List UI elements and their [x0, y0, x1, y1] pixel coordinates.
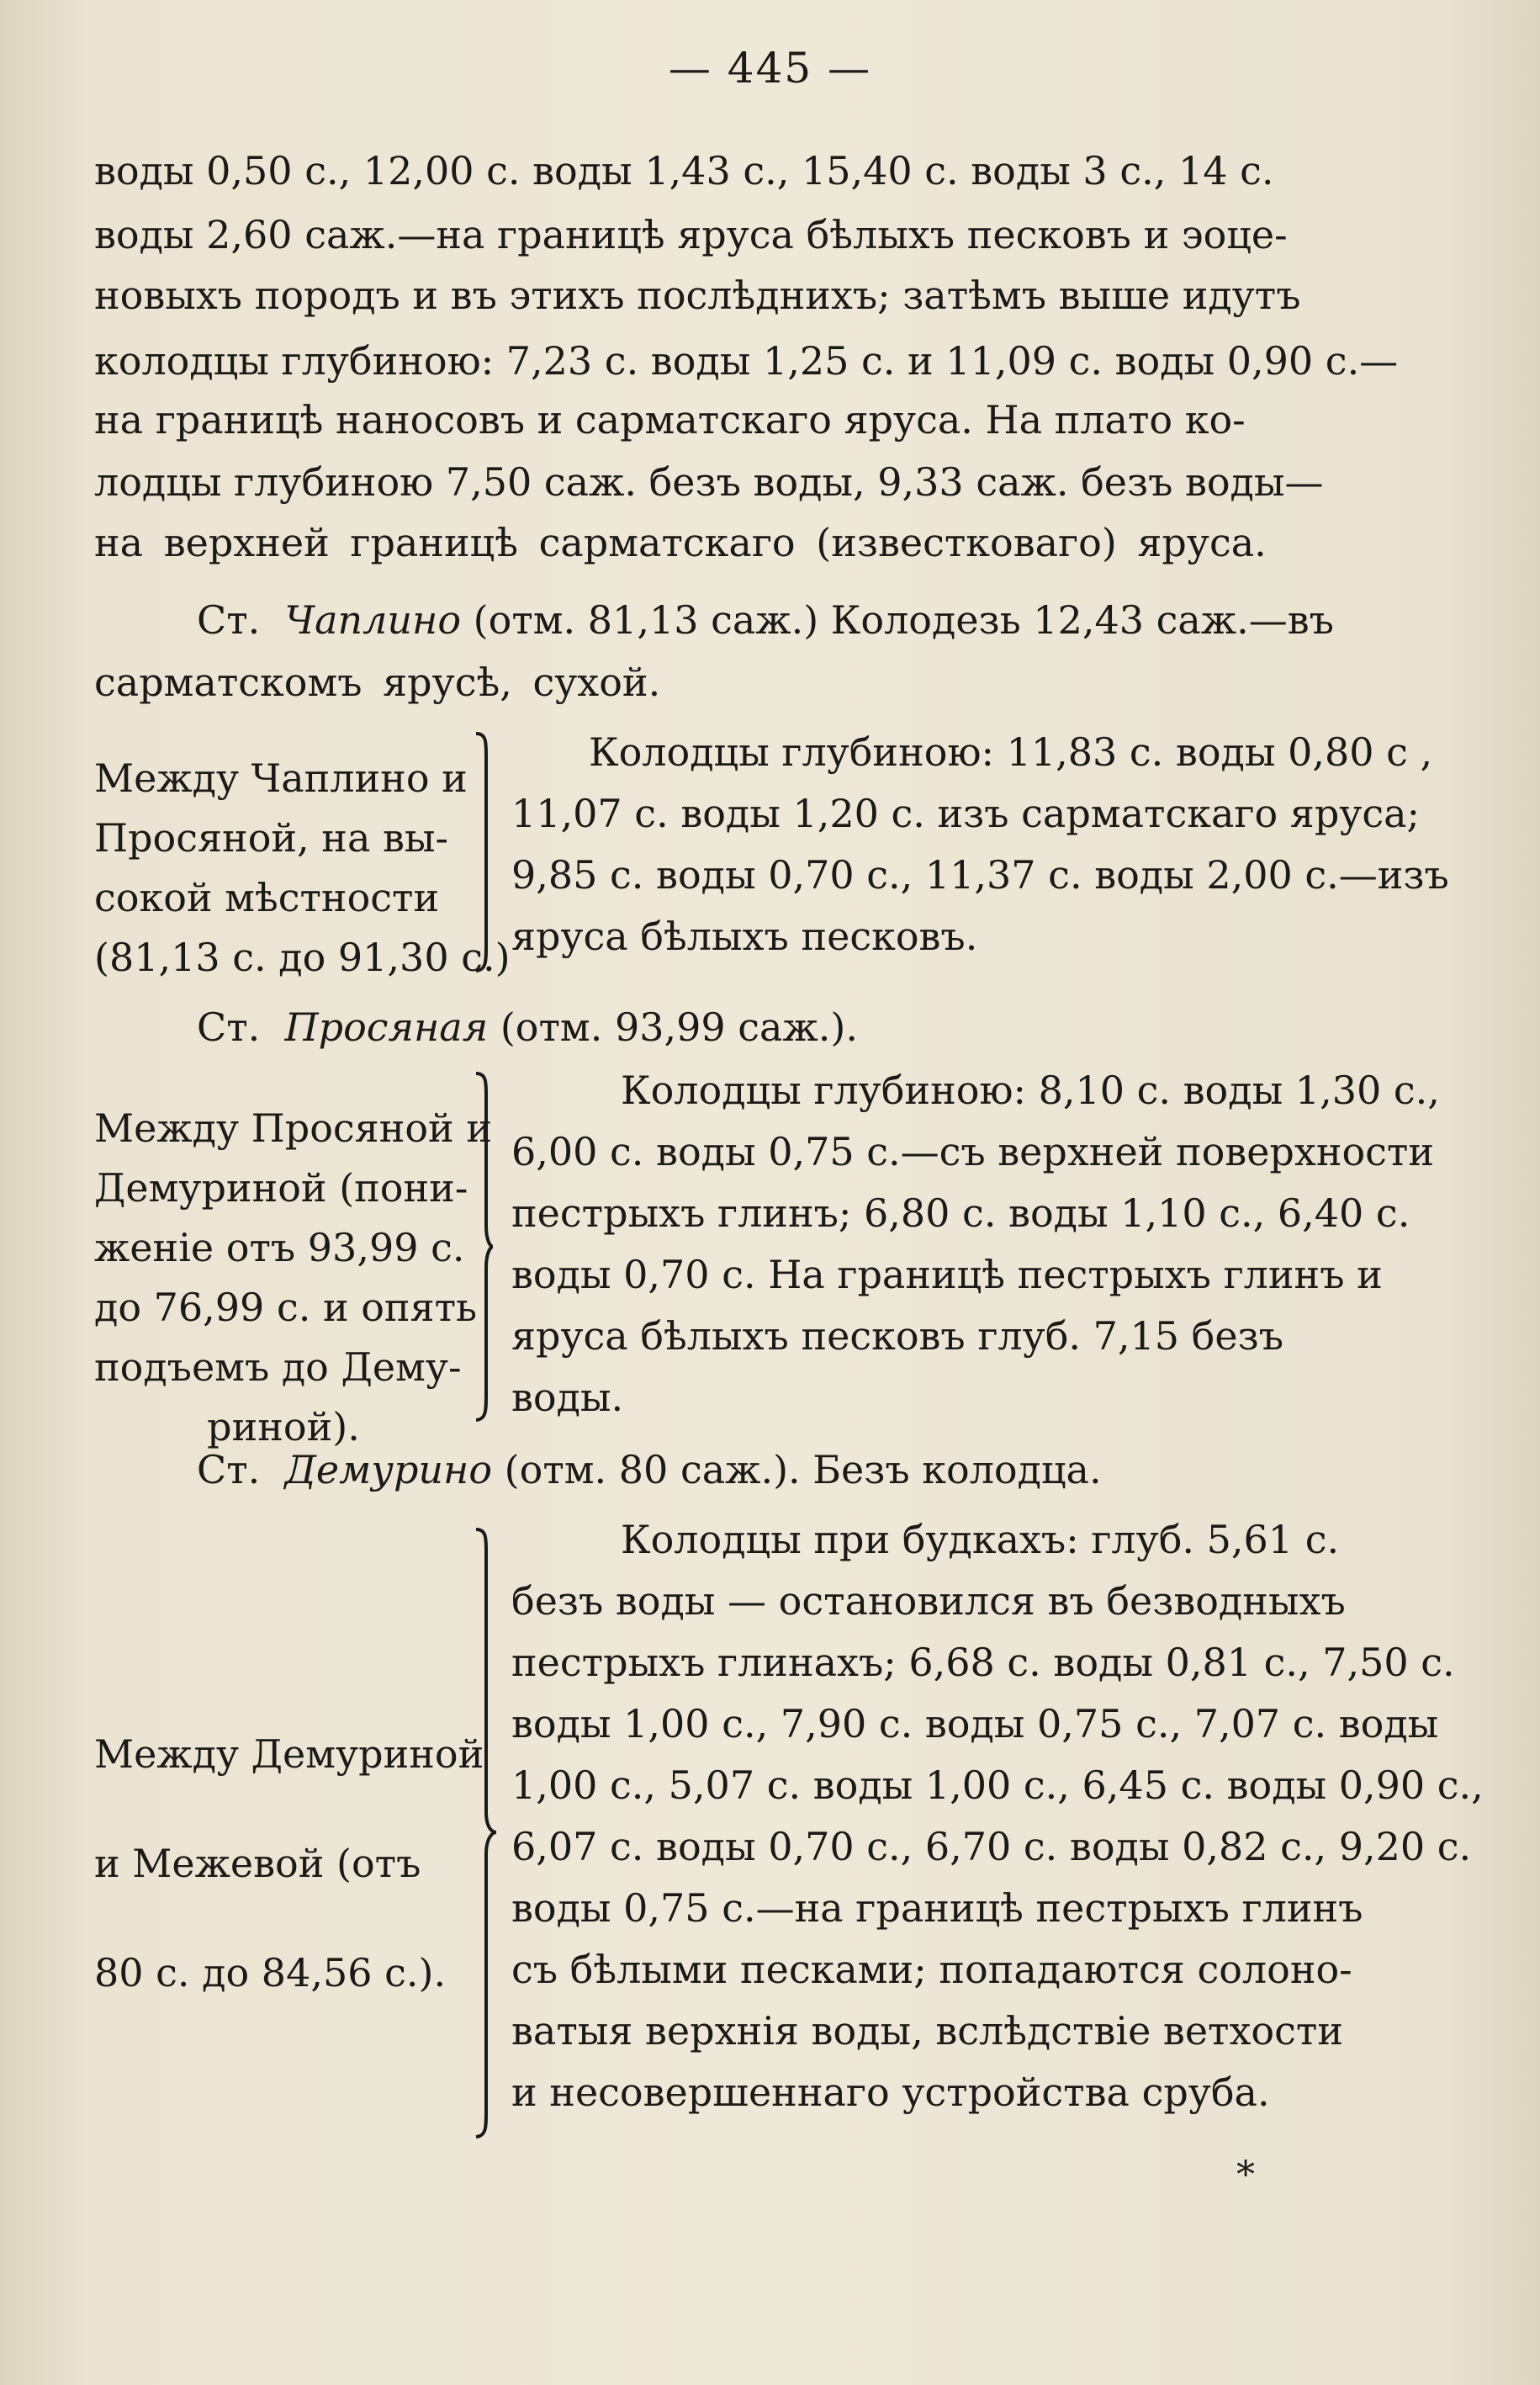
curly-brace-icon — [471, 1070, 496, 1423]
intro-line: на верхней границѣ сарматскаго (известковаго) яруса. — [94, 520, 1267, 565]
intro-line: на границѣ наносовъ и сарматскаго яруса. На плато ко- — [94, 397, 1246, 443]
station-details: (отм. 93,99 саж.). — [500, 1004, 858, 1050]
section-label-line: риной). — [207, 1404, 360, 1450]
station-name: Просяная — [284, 1004, 489, 1050]
section-label-line: Между Просяной и — [94, 1105, 492, 1151]
section1-label — [94, 749, 511, 988]
section-text-line: ватыя верхнія воды, вслѣдствіе ветхости — [511, 2008, 1343, 2054]
section-text-line: воды 0,75 с.—на границѣ пестрыхъ глинъ — [511, 1885, 1363, 1931]
section-text-line: воды 0,70 с. На границѣ пестрыхъ глинъ и — [511, 1252, 1383, 1297]
section-label-line: Между Чаплино и — [94, 755, 468, 801]
station-prefix: Ст. — [197, 1004, 261, 1050]
intro-line: колодцы глубиною: 7,23 с. воды 1,25 с. и 11,09 с. воды 0,90 с.— — [94, 338, 1399, 384]
section2-label — [94, 1099, 492, 1457]
station-chaplino-line — [197, 591, 1356, 649]
intro-line: лодцы глубиною 7,50 саж. безъ воды, 9,33 саж. безъ воды— — [94, 459, 1324, 505]
section-label-line: Демуриной (пони- — [94, 1165, 468, 1211]
section-label-line: и Межевой (отъ — [94, 1841, 421, 1886]
section-text-line: 9,85 с. воды 0,70 с., 11,37 с. воды 2,00 с.—изъ — [511, 852, 1449, 898]
section-text-line: яруса бѣлыхъ песковъ глуб. 7,15 безъ — [511, 1313, 1283, 1359]
station-chaplino-line2: сарматскомъ ярусѣ, сухой. — [94, 660, 661, 705]
station-prosyanaya-line — [197, 998, 1356, 1057]
station-prefix: Ст. — [197, 1447, 261, 1492]
section-text-line: съ бѣлыми песками; попадаются солоно- — [511, 1947, 1352, 1992]
section-label-line: (81,13 с. до 91,30 с.) — [94, 935, 511, 980]
section-text-line: Колодцы глубиною: 8,10 с. воды 1,30 с., — [621, 1068, 1440, 1113]
section2-text — [511, 1060, 1440, 1428]
station-details: (отм. 81,13 саж.) Колодезь 12,43 саж.—въ — [473, 597, 1334, 643]
section-label-line: женіе отъ 93,99 с. — [94, 1225, 465, 1270]
intro-line: воды 0,50 с., 12,00 с. воды 1,43 с., 15,40 с. воды 3 с., 14 с. — [94, 148, 1274, 193]
station-demurino-line — [197, 1440, 1356, 1499]
station-details: (отм. 80 саж.). Безъ колодца. — [504, 1447, 1102, 1492]
section3-label — [94, 1699, 484, 2027]
section-label-line: сокой мѣстности — [94, 875, 440, 920]
page-number: — 445 — — [668, 44, 872, 93]
section-label-line: 80 с. до 84,56 с.). — [94, 1950, 447, 1995]
section3-text — [511, 1509, 1484, 2123]
section-label-line: Между Демуриной — [94, 1731, 484, 1777]
section-text-line: воды. — [511, 1375, 624, 1420]
section-text-line: безъ воды — остановился въ безводныхъ — [511, 1578, 1346, 1624]
section-text-line: и несовершеннаго устройства сруба. — [511, 2070, 1270, 2115]
curly-brace-icon — [471, 1526, 501, 2140]
curly-brace-icon — [471, 730, 496, 974]
section-text-line: 11,07 с. воды 1,20 с. изъ сарматскаго яруса; — [511, 791, 1421, 836]
section-text-line: Колодцы при будкахъ: глуб. 5,61 с. — [621, 1517, 1340, 1562]
section1-text — [511, 722, 1449, 967]
footnote-asterisk: * — [1236, 2154, 1255, 2197]
section-label-line: Просяной, на вы- — [94, 815, 449, 861]
section-text-line: 6,07 с. воды 0,70 с., 6,70 с. воды 0,82 с., 9,20 с. — [511, 1824, 1472, 1869]
section-text-line: 6,00 с. воды 0,75 с.—съ верхней поверхности — [511, 1129, 1435, 1174]
section-text-line: воды 1,00 с., 7,90 с. воды 0,75 с., 7,07 с. воды — [511, 1701, 1439, 1746]
station-name: Чаплино — [284, 597, 462, 643]
intro-line: воды 2,60 саж.—на границѣ яруса бѣлыхъ песковъ и эоце- — [94, 212, 1288, 257]
station-prefix: Ст. — [197, 597, 261, 643]
section-text-line: пестрыхъ глинъ; 6,80 с. воды 1,10 с., 6,40 с. — [511, 1190, 1410, 1236]
intro-line: новыхъ породъ и въ этихъ послѣднихъ; затѣмъ выше идутъ — [94, 273, 1301, 318]
section-text-line: 1,00 с., 5,07 с. воды 1,00 с., 6,45 с. воды 0,90 с., — [511, 1762, 1484, 1808]
section-text-line: яруса бѣлыхъ песковъ. — [511, 914, 978, 959]
section-label-line: до 76,99 с. и опять — [94, 1285, 478, 1330]
section-label-line: подъемъ до Дему- — [94, 1344, 462, 1390]
section-text-line: Колодцы глубиною: 11,83 с. воды 0,80 с , — [589, 729, 1433, 775]
section-text-line: пестрыхъ глинахъ; 6,68 с. воды 0,81 с., 7,50 с. — [511, 1640, 1455, 1685]
station-name: Демурино — [284, 1447, 493, 1492]
